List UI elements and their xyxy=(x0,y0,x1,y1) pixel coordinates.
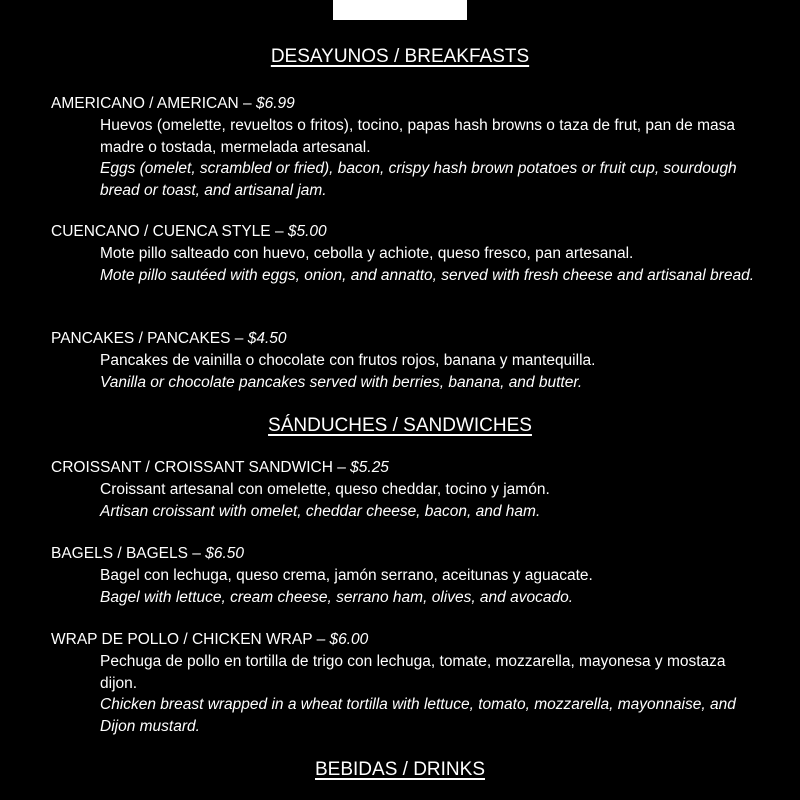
item-description-es: Pancakes de vainilla o chocolate con frutos rojos, banana y mantequilla. xyxy=(100,352,596,369)
item-description-es: Mote pillo salteado con huevo, cebolla y achiote, queso fresco, pan artesanal. xyxy=(100,245,634,262)
item-price: $6.00 xyxy=(329,631,369,648)
item-heading xyxy=(51,629,771,651)
item-separator: – xyxy=(187,545,206,562)
top-tab xyxy=(333,0,467,20)
item-price: $5.00 xyxy=(287,223,327,240)
item-name: PANCAKES / PANCAKES xyxy=(51,330,231,347)
item-description-en: Eggs (omelet, scrambled or fried), bacon, crispy hash brown potatoes or fruit cup, sourdough bread or toast, and artisanal jam. xyxy=(100,160,737,199)
item-heading xyxy=(51,457,771,479)
item-heading xyxy=(51,543,771,565)
menu-item-chicken-wrap xyxy=(51,629,771,737)
section-title-sandwiches: SÁNDUCHES / SANDWICHES xyxy=(268,415,532,436)
item-name: CROISSANT / CROISSANT SANDWICH xyxy=(51,459,333,476)
item-description-en: Vanilla or chocolate pancakes served with berries, banana, and butter. xyxy=(100,373,583,391)
menu-item-pancakes xyxy=(51,328,771,393)
item-separator: – xyxy=(238,95,256,112)
section-title-drinks: BEBIDAS / DRINKS xyxy=(315,759,485,780)
item-price: $4.50 xyxy=(247,330,287,347)
item-description-en: Artisan croissant with omelet, cheddar cheese, bacon, and ham. xyxy=(100,502,541,520)
item-description-es: Croissant artesanal con omelette, queso cheddar, tocino y jamón. xyxy=(100,481,550,498)
item-name: CUENCANO / CUENCA STYLE xyxy=(51,223,271,240)
section-title-breakfasts: DESAYUNOS / BREAKFASTS xyxy=(270,46,530,67)
menu-item-americano xyxy=(51,93,771,201)
item-name: WRAP DE POLLO / CHICKEN WRAP xyxy=(51,631,313,648)
item-description-en: Mote pillo sautéed with eggs, onion, and annatto, served with fresh cheese and artisanal bread. xyxy=(100,266,754,284)
menu-item-croissant xyxy=(51,457,771,522)
item-price: $6.99 xyxy=(255,95,295,112)
item-heading xyxy=(51,221,771,243)
item-description-es: Bagel con lechuga, queso crema, jamón serrano, aceitunas y aguacate. xyxy=(100,567,593,584)
item-description-en: Bagel with lettuce, cream cheese, serrano ham, olives, and avocado. xyxy=(100,588,574,606)
item-description-es: Huevos (omelette, revueltos o fritos), tocino, papas hash browns o taza de frut, pan de masa madre o tostada, mermelada artesanal. xyxy=(100,117,735,156)
item-price: $6.50 xyxy=(205,545,245,562)
item-heading xyxy=(51,328,771,350)
item-description-es: Pechuga de pollo en tortilla de trigo con lechuga, tomate, mozzarella, mayonesa y mostaza dijon. xyxy=(100,653,726,692)
item-heading xyxy=(51,93,771,115)
item-separator: – xyxy=(270,223,288,240)
item-name: AMERICANO / AMERICAN xyxy=(51,95,239,112)
item-description-en: Chicken breast wrapped in a wheat tortilla with lettuce, tomato, mozzarella, mayonnaise, and Dijon mustard. xyxy=(100,696,736,735)
menu-item-cuencano xyxy=(51,221,771,286)
menu-item-bagels xyxy=(51,543,771,608)
item-separator: – xyxy=(332,459,351,476)
item-separator: – xyxy=(230,330,248,347)
item-name: BAGELS / BAGELS xyxy=(51,545,188,562)
item-separator: – xyxy=(312,631,330,648)
item-price: $5.25 xyxy=(350,459,389,476)
